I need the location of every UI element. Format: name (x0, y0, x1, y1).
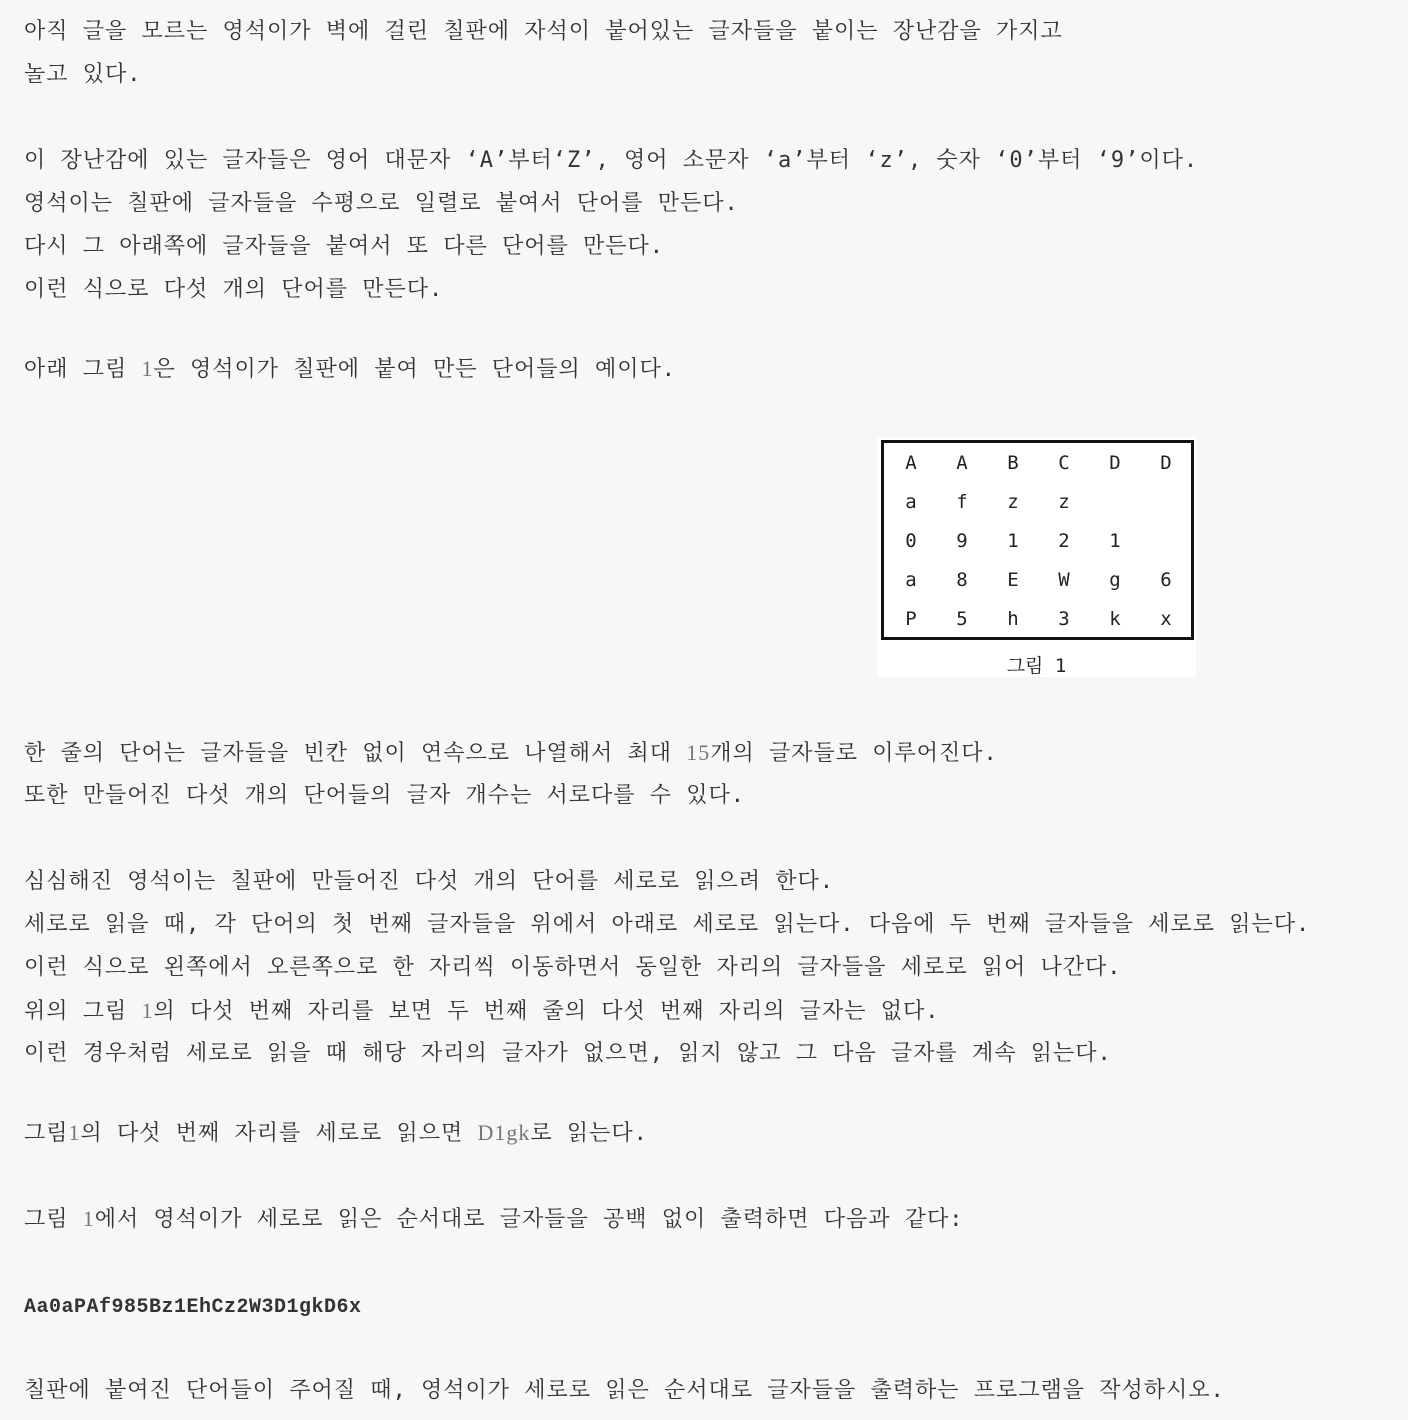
text-line (24, 740, 998, 767)
text-line: 세로로 읽을 때, 각 단어의 첫 번째 글자들을 위에서 아래로 세로로 읽는다. 다음에 두 번째 글자들을 세로로 읽는다. (24, 912, 1311, 937)
grid-letter: a (905, 569, 917, 591)
figure-number: 1 (141, 356, 154, 381)
text-line: 아직 글을 모르는 영석이가 벽에 걸린 칠판에 자석이 붙어있는 글자들을 붙이는 장난감을 가지고 (24, 19, 1063, 44)
text-fragment: 그림 (24, 1121, 69, 1146)
text-fragment: 로 읽는다. (530, 1121, 648, 1146)
grid-letter: 8 (956, 569, 968, 591)
grid-letter: 9 (956, 530, 968, 552)
text-line: 다시 그 아래쪽에 글자들을 붙여서 또 다른 단어를 만든다. (24, 234, 665, 259)
max-length-number: 15 (686, 740, 711, 765)
grid-letter: D (1109, 452, 1121, 474)
text-fragment: 의 다섯 번째 자리를 세로로 읽으면 (80, 1121, 478, 1146)
grid-letter: z (1007, 491, 1019, 513)
text-line: 이런 식으로 왼쪽에서 오른쪽으로 한 자리씩 이동하면서 동일한 자리의 글자들을 세로로 읽어 나간다. (24, 955, 1122, 980)
grid-letter: A (956, 452, 968, 474)
grid-letter: 0 (905, 530, 917, 552)
grid-letter: g (1109, 569, 1121, 591)
figure-caption: 그림 1 (1006, 655, 1067, 677)
grid-letter: k (1109, 608, 1121, 630)
text-line (24, 1206, 964, 1233)
text-fragment: 한 줄의 단어는 글자들을 빈칸 없이 연속으로 나열해서 최대 (24, 741, 687, 766)
text-line: 심심해진 영석이는 칠판에 만들어진 다섯 개의 단어를 세로로 읽으려 한다. (24, 869, 835, 894)
text-line: 이런 경우처럼 세로로 읽을 때 해당 자리의 글자가 없으면, 읽지 않고 그 다음 글자를 계속 읽는다. (24, 1041, 1112, 1066)
grid-letter: a (905, 491, 917, 513)
example-output: Aa0aPAf985Bz1EhCz2W3D1gkD6x (24, 1296, 362, 1319)
grid-letter: E (1007, 569, 1019, 591)
grid-letter: 2 (1058, 530, 1070, 552)
grid-letter: D (1160, 452, 1172, 474)
grid-letter: x (1160, 608, 1172, 630)
text-fragment: 아래 그림 (24, 357, 142, 382)
grid-letter: C (1058, 452, 1070, 474)
text-fragment: 위의 그림 (24, 999, 142, 1024)
grid-letter: P (905, 608, 917, 630)
grid-letter: 1 (1109, 530, 1121, 552)
text-fragment: 은 영석이가 칠판에 붙여 만든 단어들의 예이다. (153, 357, 677, 382)
grid-letter: A (905, 452, 917, 474)
text-line: 영석이는 칠판에 글자들을 수평으로 일렬로 붙여서 단어를 만든다. (24, 191, 739, 216)
figure-number: 1 (141, 998, 154, 1023)
grid-letter: z (1058, 491, 1070, 513)
text-line (24, 998, 940, 1025)
text-fragment: 에서 영석이가 세로로 읽은 순서대로 글자들을 공백 없이 출력하면 다음과 같다: (94, 1207, 964, 1232)
figure-1 (877, 437, 1196, 677)
text-fragment: 그림 (24, 1207, 83, 1232)
text-line (24, 356, 676, 383)
grid-letter: B (1007, 452, 1019, 474)
grid-letter: 6 (1160, 569, 1172, 591)
grid-letter: W (1058, 569, 1070, 591)
inline-code: D1gk (477, 1120, 531, 1145)
grid-letter: f (956, 491, 968, 513)
figure-number: 1 (82, 1206, 95, 1231)
text-fragment: 의 다섯 번째 자리를 보면 두 번째 줄의 다섯 번째 자리의 글자는 없다. (153, 999, 940, 1024)
text-line (24, 1120, 648, 1147)
text-line: 칠판에 붙여진 단어들이 주어질 때, 영석이가 세로로 읽은 순서대로 글자들을 출력하는 프로그램을 작성하시오. (24, 1378, 1225, 1403)
grid-letter: 3 (1058, 608, 1070, 630)
figure-number: 1 (68, 1120, 81, 1145)
text-line: 놀고 있다. (24, 62, 142, 87)
text-line: 이런 식으로 다섯 개의 단어를 만든다. (24, 277, 444, 302)
text-line: 또한 만들어진 다섯 개의 단어들의 글자 개수는 서로다를 수 있다. (24, 783, 746, 808)
text-fragment: 개의 글자들로 이루어진다. (710, 741, 998, 766)
grid-letter: h (1007, 608, 1019, 630)
grid-letter: 1 (1007, 530, 1019, 552)
grid-letter: 5 (956, 608, 968, 630)
text-line: 이 장난감에 있는 글자들은 영어 대문자 ‘A’부터‘Z’, 영어 소문자 ‘a’부터 ‘z’, 숫자 ‘0’부터 ‘9’이다. (24, 148, 1199, 173)
blackboard-grid (881, 440, 1194, 640)
